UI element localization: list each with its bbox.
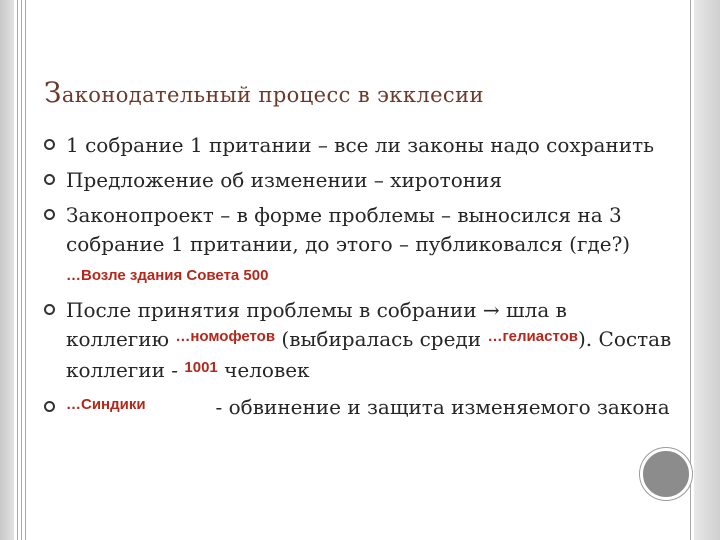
bullet-icon (44, 174, 55, 185)
list-item: Предложение об изменении – хиротония (44, 166, 674, 195)
answer-text: …Синдики (66, 396, 146, 413)
bullet-icon (44, 304, 55, 315)
bullet-icon (44, 401, 55, 412)
list-item: 1 собрание 1 притании – все ли законы надо сохранить (44, 131, 674, 160)
frame-line (25, 0, 26, 540)
bullet-icon (44, 209, 55, 220)
list-item: Законопроект – в форме проблемы – выносился на 3 собрание 1 притании, до этого – публиковался (где?) …Возле здания Совета 500 (44, 201, 674, 290)
bullet-icon (44, 139, 55, 150)
answer-text: …Возле здания Совета 500 (66, 267, 269, 284)
answer-text: …номофетов (175, 328, 276, 345)
slide-title: Законодательный процесс в экклесии (44, 76, 484, 109)
frame-line (17, 0, 18, 540)
answer-text: …гелиастов (487, 328, 578, 345)
frame-line (690, 0, 691, 540)
frame-line (21, 0, 22, 540)
left-frame-band (0, 0, 14, 540)
list-item: После принятия проблемы в собрании → шла в коллегию $^{\dots номофетов}$ (выбиралась среди $^{\dots гелиастов}$). Состав коллегии - $^{1001}$ человек (44, 296, 674, 387)
right-frame-band (694, 0, 720, 540)
answer-text: 1001 (184, 359, 218, 376)
list-item: $^{\dots Синдики}$ - обвинение и защита изменяемого закона (44, 393, 674, 424)
slide-body (44, 131, 674, 430)
decorative-circle (640, 448, 692, 500)
